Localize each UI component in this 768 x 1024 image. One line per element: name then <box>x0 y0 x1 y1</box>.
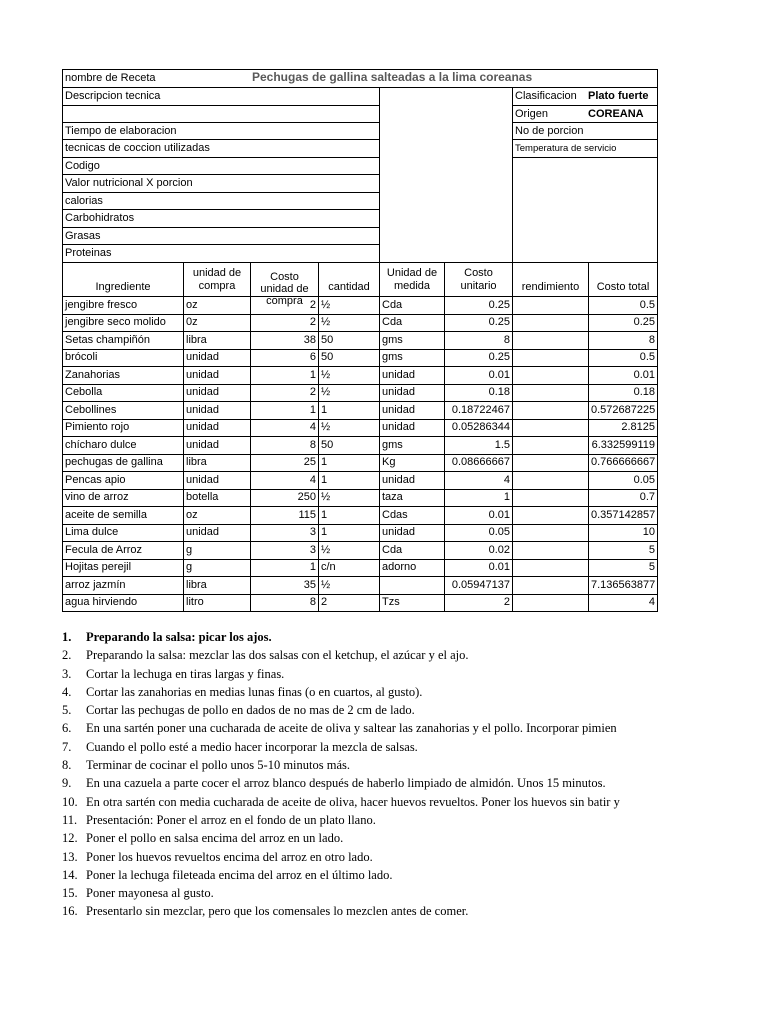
table-cell: brócoli <box>65 351 98 363</box>
table-cell: 0.05 <box>633 474 655 486</box>
step-number: 6. <box>62 721 72 736</box>
table-cell: libra <box>186 579 207 591</box>
table-cell <box>513 524 588 541</box>
preparation-steps <box>62 628 662 921</box>
table-cell <box>513 489 588 506</box>
table-cell: 4 <box>309 474 316 486</box>
table-cell: gms <box>382 351 403 363</box>
table-cell: unidad <box>186 351 220 363</box>
table-cell: ½ <box>321 299 331 311</box>
step-text: Presentarlo sin mezclar, pero que los comensales lo mezclen antes de comer. <box>86 904 469 919</box>
header-unidad-medida: Unidad de medida <box>386 267 438 292</box>
table-cell: 0.766666667 <box>591 456 656 468</box>
table-cell: 38 <box>303 334 316 346</box>
table-cell: 4 <box>648 596 655 608</box>
table-cell: 0.05947137 <box>451 579 510 591</box>
header-ingrediente: Ingrediente <box>95 281 151 293</box>
recipe-sheet <box>62 69 658 612</box>
table-cell <box>513 577 588 594</box>
table-cell: Setas champiñón <box>65 334 150 346</box>
step-number: 4. <box>62 684 72 699</box>
table-cell <box>513 332 588 349</box>
table-cell: 0.5 <box>639 299 655 311</box>
table-cell: unidad <box>186 369 220 381</box>
table-cell <box>513 472 588 489</box>
table-cell: 250 <box>297 491 316 503</box>
table-cell: 8 <box>309 439 316 451</box>
table-cell: 2 <box>321 596 328 608</box>
table-cell: 0.25 <box>488 316 510 328</box>
table-cell: 0.01 <box>488 509 510 521</box>
table-cell: chícharo dulce <box>65 439 137 451</box>
table-cell: unidad <box>382 404 416 416</box>
table-cell: aceite de semilla <box>65 509 147 521</box>
step-number: 13. <box>62 849 78 864</box>
table-cell <box>513 314 588 331</box>
table-cell: 1.5 <box>494 439 510 451</box>
table-cell: g <box>186 561 193 573</box>
techniques-label: tecnicas de coccion utilizadas <box>65 142 210 154</box>
step-item <box>62 665 662 683</box>
table-cell: 1 <box>321 526 328 538</box>
header-unidad-compra: unidad de compra <box>192 267 242 292</box>
step-text: Poner los huevos revueltos encima del arroz en otro lado. <box>86 849 373 864</box>
table-cell: 0.357142857 <box>591 509 656 521</box>
step-item <box>62 902 662 920</box>
table-cell: botella <box>186 491 219 503</box>
table-cell: 1 <box>321 474 328 486</box>
step-text: Poner la lechuga fileteada encima del arroz en el último lado. <box>86 867 393 882</box>
table-cell: 25 <box>303 456 316 468</box>
step-number: 11. <box>62 812 78 827</box>
step-text: Presentación: Poner el arroz en el fondo de un plato llano. <box>86 812 376 827</box>
table-cell: 0.02 <box>488 544 510 556</box>
fats-label: Grasas <box>65 230 101 242</box>
step-item <box>62 738 662 756</box>
table-cell <box>513 437 588 454</box>
step-text: En una sartén poner una cucharada de aceite de oliva y saltear las zanahorias y el pollo. Incorporar pimien <box>86 721 617 736</box>
header-rendimiento: rendimiento <box>521 281 580 293</box>
table-cell: 0.05 <box>488 526 510 538</box>
table-cell: 0.25 <box>488 299 510 311</box>
table-cell <box>513 507 588 524</box>
table-cell <box>380 577 444 594</box>
table-cell: jengibre fresco <box>65 299 138 311</box>
table-cell: Cdas <box>382 509 408 521</box>
table-cell: 1 <box>503 491 510 503</box>
table-cell: 0.18 <box>488 386 510 398</box>
table-cell: 0.572687225 <box>591 404 656 416</box>
table-cell: 2 <box>503 596 510 608</box>
table-cell: Tzs <box>382 596 400 608</box>
step-item <box>62 811 662 829</box>
table-cell: 0.08666667 <box>451 456 510 468</box>
step-number: 15. <box>62 886 78 901</box>
table-cell: 8 <box>503 334 510 346</box>
table-cell: vino de arroz <box>65 491 129 503</box>
table-cell <box>513 402 588 419</box>
header-cantidad: cantidad <box>328 281 370 293</box>
table-cell: oz <box>186 509 198 521</box>
table-cell <box>513 542 588 559</box>
table-cell: 10 <box>642 526 655 538</box>
recipe-name: Pechugas de gallina salteadas a la lima coreanas <box>252 70 533 84</box>
table-cell: 1 <box>309 404 316 416</box>
table-cell: g <box>186 544 193 556</box>
step-item <box>62 866 662 884</box>
step-text: En otra sartén con media cucharada de aceite de oliva, hacer huevos revueltos. Poner los huevos sin batir y <box>86 794 620 809</box>
table-cell: pechugas de gallina <box>65 456 163 468</box>
table-cell: litro <box>186 596 204 608</box>
table-cell: unidad <box>186 439 220 451</box>
table-cell: 0.18 <box>633 386 655 398</box>
table-cell: 8 <box>648 334 655 346</box>
step-number: 3. <box>62 666 72 681</box>
step-item <box>62 701 662 719</box>
table-cell: 2 <box>309 386 316 398</box>
code-label: Codigo <box>65 160 100 172</box>
table-cell: Fecula de Arroz <box>65 544 143 556</box>
table-cell: unidad <box>382 386 416 398</box>
step-number: 1. <box>62 630 72 644</box>
table-cell: 0.18722467 <box>451 404 510 416</box>
step-item <box>62 756 662 774</box>
origin-value: COREANA <box>588 108 644 120</box>
table-cell: oz <box>186 299 198 311</box>
header-costo-unidad-compra: Costo unidad de compra <box>260 271 309 307</box>
table-cell: c/n <box>321 561 336 573</box>
description-label: Descripcion tecnica <box>65 90 161 102</box>
table-cell: unidad <box>382 526 416 538</box>
carbs-label: Carbohidratos <box>65 212 135 224</box>
table-cell: 1 <box>321 404 328 416</box>
step-text: Cuando el pollo esté a medio hacer incorporar la mezcla de salsas. <box>86 739 418 754</box>
table-cell: 1 <box>321 509 328 521</box>
table-cell: unidad <box>186 421 220 433</box>
table-cell: Cebollines <box>65 404 117 416</box>
step-item <box>62 829 662 847</box>
table-cell: unidad <box>382 474 416 486</box>
table-cell: adorno <box>382 561 417 573</box>
nutrition-label: Valor nutricional X porcion <box>65 177 193 189</box>
table-cell: 3 <box>309 526 316 538</box>
table-cell: 1 <box>321 456 328 468</box>
step-number: 5. <box>62 703 72 718</box>
table-cell: unidad <box>186 526 220 538</box>
table-cell: 0.7 <box>639 491 655 503</box>
table-cell: 5 <box>648 561 655 573</box>
step-text: En una cazuela a parte cocer el arroz blanco después de haberlo limpiado de almidón. Unos 15 minutos. <box>86 776 606 791</box>
table-cell: jengibre seco molido <box>65 316 166 328</box>
step-number: 12. <box>62 831 78 846</box>
table-cell: 8 <box>309 596 316 608</box>
table-cell: unidad <box>382 369 416 381</box>
step-item <box>62 774 662 792</box>
table-cell: 6.332599119 <box>591 439 655 451</box>
table-cell: 0.01 <box>488 369 510 381</box>
header-costo-total: Costo total <box>596 281 650 293</box>
table-cell: unidad <box>382 421 416 433</box>
step-item <box>62 884 662 902</box>
table-cell: 0z <box>186 316 198 328</box>
table-cell: Kg <box>382 456 396 468</box>
calories-label: calorias <box>65 195 103 207</box>
table-cell: 0.5 <box>639 351 655 363</box>
table-cell: Cebolla <box>65 386 103 398</box>
table-cell: libra <box>186 334 207 346</box>
table-cell: 2 <box>309 299 316 311</box>
portions-label: No de porcion <box>515 125 584 137</box>
table-cell <box>513 419 588 436</box>
table-cell: ½ <box>321 491 331 503</box>
table-cell: 2 <box>309 316 316 328</box>
step-number: 16. <box>62 904 78 919</box>
table-cell: unidad <box>186 404 220 416</box>
table-cell: ½ <box>321 386 331 398</box>
origin-label: Origen <box>515 108 549 120</box>
table-cell: ½ <box>321 421 331 433</box>
table-cell: ½ <box>321 544 331 556</box>
step-item <box>62 719 662 737</box>
table-cell: Zanahorias <box>65 369 121 381</box>
table-cell: libra <box>186 456 207 468</box>
table-cell: taza <box>382 491 403 503</box>
table-cell <box>513 454 588 471</box>
table-cell: Hojitas perejil <box>65 561 132 573</box>
table-cell <box>513 349 588 366</box>
table-cell: 4 <box>309 421 316 433</box>
header-costo-unitario: Costo unitario <box>460 267 497 292</box>
step-number: 9. <box>62 776 72 791</box>
step-text: Cortar las zanahorias en medias lunas finas (o en cuartos, al gusto). <box>86 684 423 699</box>
step-text: Preparando la salsa: mezclar las dos salsas con el ketchup, el azúcar y el ajo. <box>86 648 469 663</box>
table-cell: 115 <box>298 509 316 521</box>
table-cell: 0.25 <box>633 316 655 328</box>
proteins-label: Proteinas <box>65 247 112 259</box>
table-cell: Pencas apio <box>65 474 126 486</box>
step-number: 10. <box>62 794 78 809</box>
step-item <box>62 848 662 866</box>
step-number: 2. <box>62 648 72 663</box>
table-cell: Cda <box>382 544 403 556</box>
table-cell: 7.136563877 <box>591 579 656 591</box>
table-cell: unidad <box>186 474 220 486</box>
table-cell: ½ <box>321 369 331 381</box>
step-item <box>62 683 662 701</box>
step-text: Poner el pollo en salsa encima del arroz en un lado. <box>86 831 344 846</box>
table-cell <box>513 367 588 384</box>
step-text: Poner mayonesa al gusto. <box>86 886 214 901</box>
table-cell: 0.01 <box>633 369 655 381</box>
table-cell: Lima dulce <box>65 526 119 538</box>
step-number: 7. <box>62 739 72 754</box>
step-text: Preparando la salsa: picar los ajos. <box>86 630 272 644</box>
table-cell: 1 <box>309 369 316 381</box>
table-cell: 0.05286344 <box>451 421 510 433</box>
step-item <box>62 793 662 811</box>
table-cell: 5 <box>648 544 655 556</box>
table-cell: 50 <box>321 351 334 363</box>
step-text: Terminar de cocinar el pollo unos 5-10 minutos más. <box>86 758 350 773</box>
table-cell <box>513 297 588 314</box>
table-cell <box>513 384 588 401</box>
step-item <box>62 628 662 646</box>
table-cell: Cda <box>382 299 403 311</box>
table-cell: Pimiento rojo <box>65 421 130 433</box>
table-cell <box>513 559 588 576</box>
table-cell: 0.01 <box>488 561 510 573</box>
step-text: Cortar las pechugas de pollo en dados de no mas de 2 cm de lado. <box>86 703 415 718</box>
table-cell: 2.8125 <box>621 421 655 433</box>
table-cell: Cda <box>382 316 403 328</box>
table-cell: 6 <box>309 351 316 363</box>
table-cell: agua hirviendo <box>65 596 138 608</box>
table-cell: 4 <box>503 474 510 486</box>
table-cell: 0.25 <box>488 351 510 363</box>
table-cell: ½ <box>321 316 331 328</box>
step-text: Cortar la lechuga en tiras largas y finas. <box>86 666 285 681</box>
step-number: 14. <box>62 867 78 882</box>
table-cell: gms <box>382 439 403 451</box>
table-cell: arroz jazmín <box>65 579 126 591</box>
table-cell <box>513 594 588 611</box>
table-cell: 50 <box>321 334 334 346</box>
step-number: 8. <box>62 758 72 773</box>
table-cell: ½ <box>321 579 331 591</box>
table-cell: gms <box>382 334 403 346</box>
table-cell: 50 <box>321 439 334 451</box>
table-cell: unidad <box>186 386 220 398</box>
table-cell: 1 <box>309 561 316 573</box>
temperature-label: Temperatura de servicio <box>515 143 617 154</box>
step-item <box>62 646 662 664</box>
classification-value: Plato fuerte <box>588 90 649 102</box>
recipe-name-label: nombre de Receta <box>65 72 156 84</box>
time-label: Tiempo de elaboracion <box>65 125 177 137</box>
classification-label: Clasificacion <box>515 90 577 102</box>
table-cell: 3 <box>309 544 316 556</box>
table-cell: 35 <box>303 579 316 591</box>
